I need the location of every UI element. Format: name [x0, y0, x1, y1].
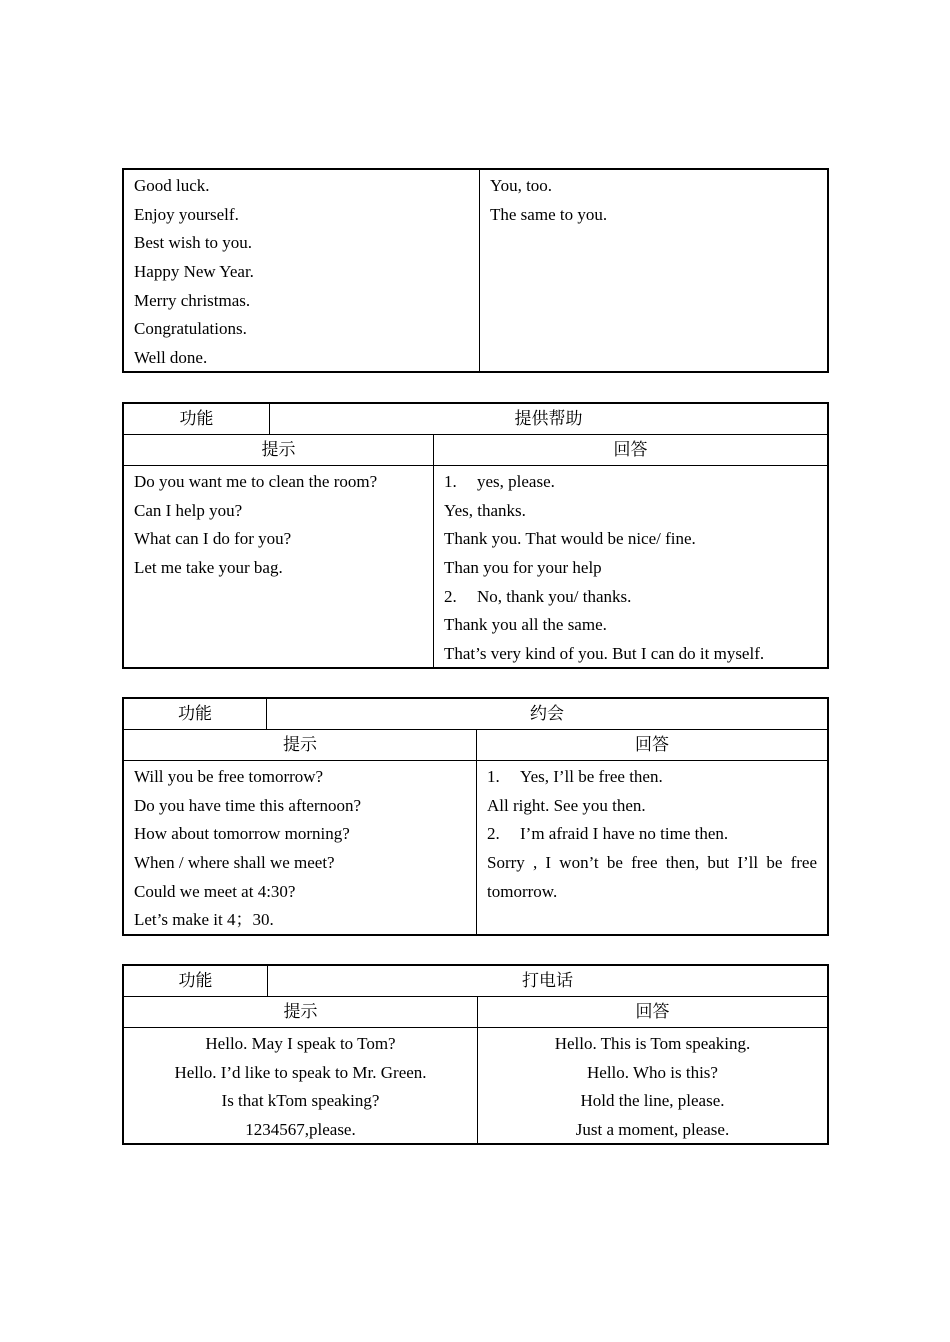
list-number: 1.: [487, 767, 500, 786]
prompt-label: 提示: [261, 440, 296, 459]
wish-prompt: Merry christmas.: [134, 290, 251, 310]
wish-prompt: Well done.: [134, 348, 208, 368]
function-label: 功能: [178, 971, 213, 990]
wish-prompt: Enjoy yourself.: [134, 204, 239, 224]
prompt-line: Hello. I’d like to speak to Mr. Green.: [174, 1062, 427, 1082]
wish-answer: You, too.: [490, 176, 553, 195]
wish-prompt: Best wish to you.: [134, 233, 253, 253]
wishes-prompts-cell: [124, 170, 479, 371]
prompt-label: 提示: [283, 735, 317, 754]
prompt-line: Do you want me to clean the room?: [134, 472, 378, 491]
answer-label: 回答: [477, 997, 827, 1027]
answers-cell: [476, 761, 827, 935]
prompt-line: Can I help you?: [134, 500, 243, 520]
prompt-line: How about tomorrow morning?: [134, 824, 350, 844]
prompts-cell: [124, 466, 433, 668]
answer-line: [444, 583, 817, 612]
prompt-line: Let me take your bag.: [134, 558, 283, 578]
answer-line: [444, 468, 817, 497]
prompt-line: When / where shall we meet?: [134, 853, 335, 873]
prompt-line: Is that kTom speaking?: [221, 1091, 380, 1111]
wishes-table: [122, 168, 829, 373]
wish-prompt: Happy New Year.: [134, 262, 254, 282]
answer-line: Hello. This is Tom speaking.: [554, 1034, 751, 1053]
prompt-line: What can I do for you?: [134, 529, 292, 549]
function-label: 功能: [178, 704, 212, 723]
answer-line: [487, 820, 817, 849]
wish-prompt: Good luck.: [134, 176, 210, 195]
answer-line: Than you for your help: [444, 558, 602, 578]
appointment-table: [122, 697, 829, 936]
prompt-line: 1234567,please.: [245, 1120, 356, 1140]
answer-label: 回答: [476, 730, 827, 760]
answer-line: Hold the line, please.: [580, 1091, 725, 1111]
prompts-cell: [124, 1028, 477, 1144]
prompts-cell: [124, 761, 476, 935]
answers-cell: [433, 466, 827, 668]
answer-text: Yes, I’ll be free then.: [520, 767, 663, 786]
answer-line: That’s very kind of you. But I can do it myself.: [444, 644, 765, 664]
prompt-line: Do you have time this afternoon?: [134, 795, 362, 815]
function-label: 功能: [179, 409, 214, 428]
answer-line: Sorry , I won’t be free then, but I’ll be free: [487, 853, 817, 873]
prompt-line: Hello. May I speak to Tom?: [205, 1034, 396, 1053]
list-number: 2.: [444, 586, 457, 606]
answer-text: No, thank you/ thanks.: [477, 586, 632, 606]
prompt-label: 提示: [283, 1002, 318, 1021]
answer-line: Thank you all the same.: [444, 615, 607, 635]
list-number: 1.: [444, 472, 457, 491]
answers-cell: [477, 1028, 827, 1144]
answer-line: Hello. Who is this?: [587, 1062, 718, 1082]
list-number: 2.: [487, 824, 500, 844]
answer-text: yes, please.: [477, 472, 555, 491]
answer-text: I’m afraid I have no time then.: [520, 824, 729, 844]
phone-call-table: [122, 964, 829, 1145]
wish-answer: The same to you.: [490, 204, 608, 224]
function-value: 约会: [266, 699, 827, 729]
answer-line: All right. See you then.: [487, 795, 646, 815]
answer-line: Yes, thanks.: [444, 500, 526, 520]
prompt-line: Will you be free tomorrow?: [134, 767, 324, 786]
answer-line: [487, 763, 817, 792]
answer-line: tomorrow.: [487, 881, 558, 901]
answer-line: Thank you. That would be nice/ fine.: [444, 529, 696, 549]
prompt-line: Could we meet at 4:30?: [134, 881, 296, 901]
prompt-line: Let’s make it 4；30.: [134, 910, 274, 930]
offer-help-table: [122, 402, 829, 669]
wishes-answers-cell: [479, 170, 827, 371]
wish-prompt: Congratulations.: [134, 319, 247, 339]
function-value: 提供帮助: [269, 404, 827, 434]
answer-label: 回答: [433, 435, 827, 465]
function-value: 打电话: [267, 966, 827, 996]
answer-line: Just a moment, please.: [575, 1120, 730, 1140]
